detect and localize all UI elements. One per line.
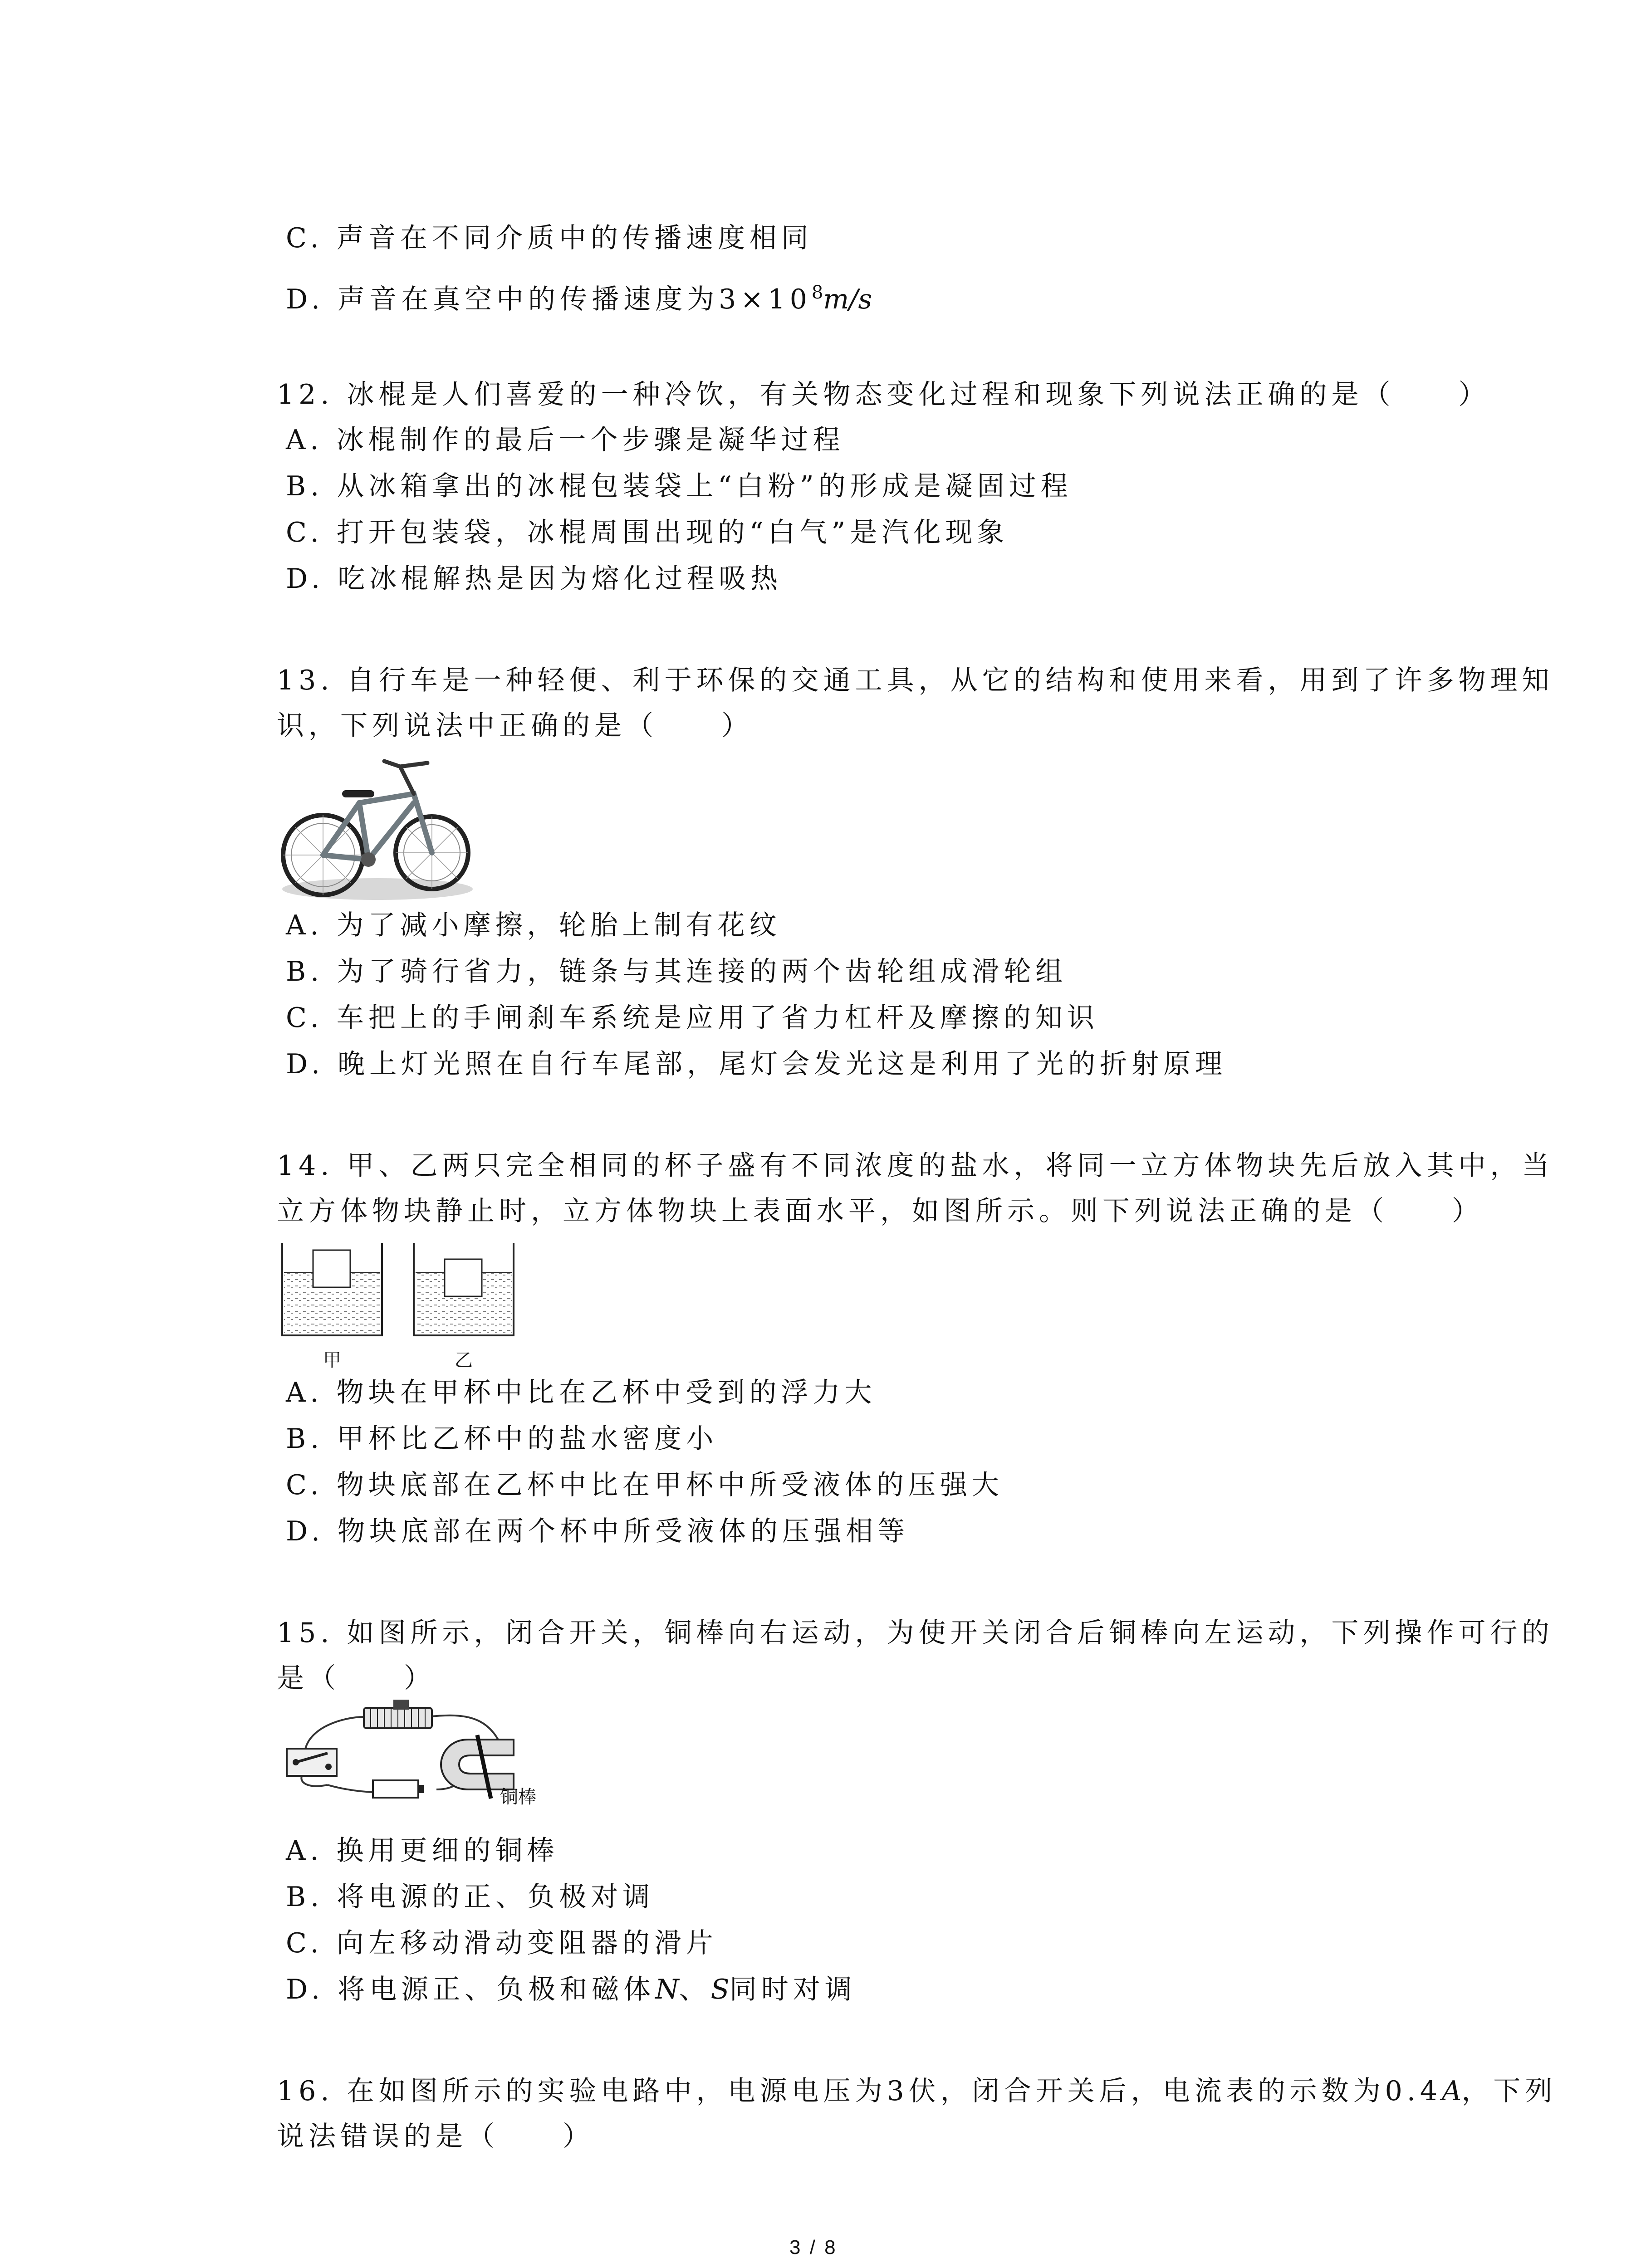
q15-option-b: B. 将电源的正、负极对调 xyxy=(286,1881,655,1913)
q11-option-d-text: D. 声音在真空中的传播速度为3×10 xyxy=(286,284,812,315)
q14-option-a: A. 物块在甲杯中比在乙杯中受到的浮力大 xyxy=(286,1377,877,1408)
q15-option-d: D. 将电源正、负极和磁体N、S同时对调 xyxy=(286,1974,857,2005)
q15-option-a: A. 换用更细的铜棒 xyxy=(286,1835,559,1867)
q12-option-c: C. 打开包装袋，冰棍周围出现的“白气”是汽化现象 xyxy=(286,517,1009,548)
beaker-yi xyxy=(414,1243,514,1335)
q15-option-c: C. 向左移动滑动变阻器的滑片 xyxy=(286,1927,718,1959)
power-switch xyxy=(287,1749,337,1776)
q13-stem-line2: 识，下列说法中正确的是（ ） xyxy=(277,710,753,742)
q14-option-d: D. 物块底部在两个杯中所受液体的压强相等 xyxy=(286,1515,910,1547)
q13-option-c: C. 车把上的手闸刹车系统是应用了省力杠杆及摩擦的知识 xyxy=(286,1002,1099,1034)
battery xyxy=(373,1780,424,1798)
q12-option-a: A. 冰棍制作的最后一个步骤是凝华过程 xyxy=(286,424,845,456)
q12-option-d: D. 吃冰棍解热是因为熔化过程吸热 xyxy=(286,563,783,595)
circuit-figure xyxy=(278,1699,536,1826)
q13-stem-line1: 13. 自行车是一种轻便、利于环保的交通工具，从它的结构和使用来看，用到了许多物理知 xyxy=(277,665,1554,696)
copper-rod-label: 铜棒 xyxy=(500,1787,536,1807)
q15-stem-line2: 是（ ） xyxy=(277,1662,436,1694)
cube-jia xyxy=(313,1250,350,1287)
q12-option-b: B. 从冰箱拿出的冰棍包装袋上“白粉”的形成是凝固过程 xyxy=(286,470,1073,502)
rheostat-slider xyxy=(393,1700,409,1710)
q11-option-d-unit: m/s xyxy=(823,284,872,315)
beaker-jia xyxy=(282,1243,382,1335)
q15-stem-line1: 15. 如图所示，闭合开关，铜棒向右运动，为使开关闭合后铜棒向左运动，下列操作可行的 xyxy=(277,1617,1554,1649)
beaker-label-yi: 乙 xyxy=(455,1350,473,1370)
q11-option-c: C. 声音在不同介质中的传播速度相同 xyxy=(286,222,813,254)
q16-stem-line1: 16. 在如图所示的实验电路中，电源电压为3伏，闭合开关后，电流表的示数为0.4A，下列 xyxy=(277,2075,1557,2107)
sliding-rheostat xyxy=(364,1700,432,1728)
beaker-label-jia: 甲 xyxy=(323,1350,341,1370)
page-number: 3 / 8 xyxy=(789,2236,838,2258)
q11-option-d-exponent: 8 xyxy=(811,282,823,303)
bicycle-frame xyxy=(323,794,432,860)
q13-option-b: B. 为了骑行省力，链条与其连接的两个齿轮组成滑轮组 xyxy=(286,956,1068,987)
cube-yi xyxy=(445,1259,482,1296)
u-magnet xyxy=(441,1740,514,1789)
bicycle-handlebar xyxy=(384,761,427,794)
q16-stem-line2: 说法错误的是（ ） xyxy=(277,2121,594,2152)
q14-stem-line2: 立方体物块静止时，立方体物块上表面水平，如图所示。则下列说法正确的是（ ） xyxy=(277,1195,1484,1227)
q14-stem-line1: 14. 甲、乙两只完全相同的杯子盛有不同浓度的盐水，将同一立方体物块先后放入其中，当 xyxy=(277,1150,1554,1182)
q11-option-d xyxy=(286,274,872,318)
q14-option-b: B. 甲杯比乙杯中的盐水密度小 xyxy=(286,1423,718,1455)
q14-option-c: C. 物块底部在乙杯中比在甲杯中所受液体的压强大 xyxy=(286,1469,1004,1501)
bicycle-crank xyxy=(361,852,376,867)
q13-option-d: D. 晚上灯光照在自行车尾部，尾灯会发光这是利用了光的折射原理 xyxy=(286,1048,1227,1080)
beakers-figure xyxy=(278,1238,532,1374)
q13-option-a: A. 为了减小摩擦，轮胎上制有花纹 xyxy=(286,909,781,941)
q12-stem: 12. 冰棍是人们喜爱的一种冷饮，有关物态变化过程和现象下列说法正确的是（ ） xyxy=(277,379,1490,411)
bicycle-figure xyxy=(278,753,477,903)
